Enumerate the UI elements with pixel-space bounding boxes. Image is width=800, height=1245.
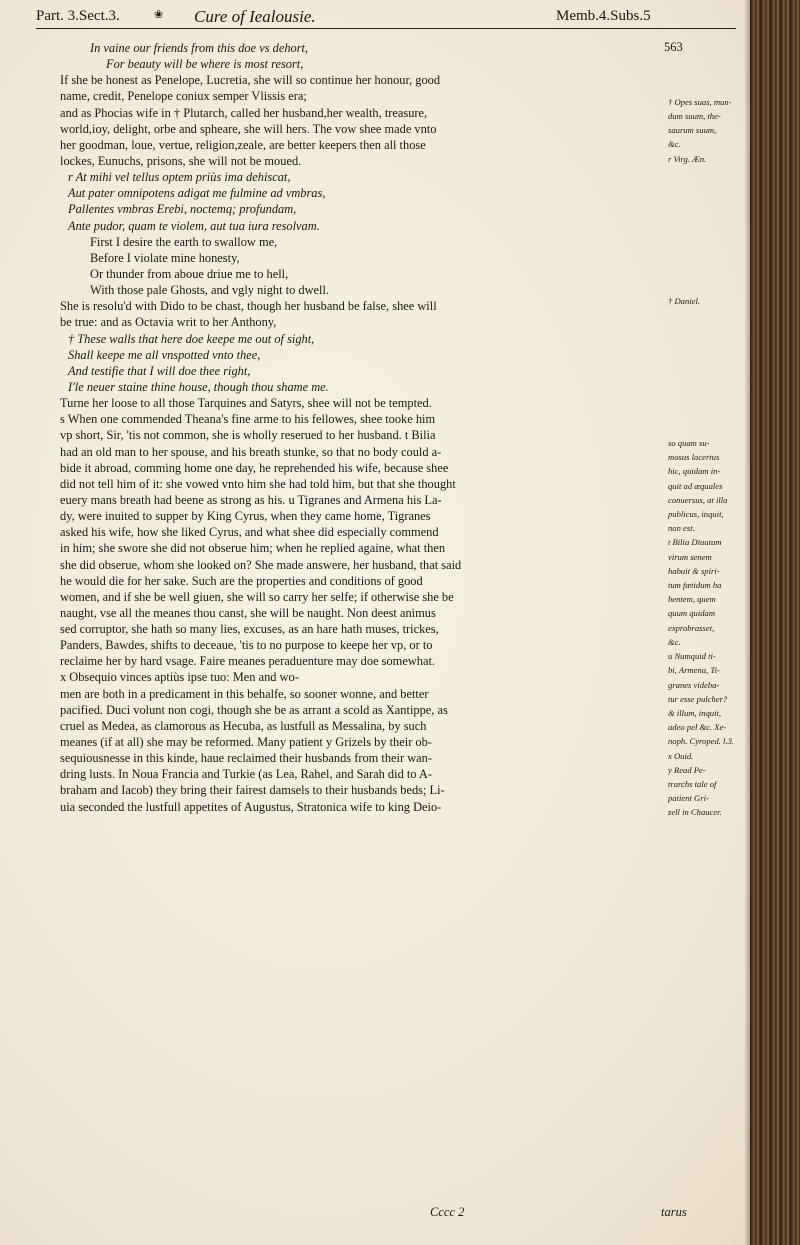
text-line: Before I violate mine honesty, bbox=[90, 250, 240, 265]
text-line: braham and Iacob) they bring their fairest damsels to their husbands beds; Li- bbox=[60, 783, 445, 798]
text-line: men are both in a predicament in this behalfe, so sooner wonne, and better bbox=[60, 686, 429, 701]
page-gutter-shadow bbox=[744, 0, 750, 1245]
marginal-note: granes videba- bbox=[668, 679, 720, 690]
text-line: dy, were inuited to supper by King Cyrus, when they came home, Tigranes bbox=[60, 509, 431, 524]
marginal-note: habuit & spiri- bbox=[668, 565, 720, 576]
marginal-note: mosus lacertus bbox=[668, 452, 720, 463]
marginal-note: patient Gri- bbox=[668, 793, 709, 804]
text-line: Aut pater omnipotens adigat me fulmine ad vmbras, bbox=[68, 186, 326, 201]
catchword: tarus bbox=[661, 1205, 687, 1219]
text-line: In vaine our friends from this doe vs dehort, bbox=[90, 41, 309, 55]
header-title: Cure of Iealousie. bbox=[194, 7, 316, 26]
text-line: cruel as Medea, as clamorous as Hecuba, as lustfull as Messalina, by such bbox=[60, 718, 427, 733]
marginal-note: bi, Armena, Ti- bbox=[668, 665, 720, 676]
text-line: sed corruptor, she hath so many lies, excuses, as an hare hath muses, trickes, bbox=[60, 622, 439, 637]
text-line: bide it abroad, comming home one day, he reprehended his wife, because shee bbox=[60, 460, 449, 475]
marginal-note: adeo pel &c. Xe- bbox=[668, 722, 727, 733]
header-rule bbox=[36, 28, 736, 29]
marginal-note: &c. bbox=[668, 636, 681, 647]
marginal-note: tur esse pulcher? bbox=[668, 693, 728, 704]
marginal-note: u Numquid ti- bbox=[668, 651, 716, 662]
text-line: name, credit, Penelope coniux semper Vlissis era; bbox=[60, 89, 307, 104]
text-line: x Obsequio vinces aptiùs ipse tuo: Men and wo- bbox=[60, 670, 299, 685]
marginal-note: non est. bbox=[668, 523, 695, 534]
marginal-note: so quam su- bbox=[668, 437, 710, 448]
text-line: pacified. Duci volunt non cogi, though she be as arrant a scold as Xantippe, as bbox=[60, 702, 448, 717]
text-line: With those pale Ghosts, and vgly night to dwell. bbox=[90, 283, 330, 298]
marginal-note: exprobrasset, bbox=[668, 622, 715, 633]
text-line: be true: and as Octavia writ to her Anthony, bbox=[60, 315, 277, 330]
marginal-note: quum quidam bbox=[668, 608, 716, 619]
signature-mark: Cccc 2 bbox=[430, 1205, 465, 1219]
text-line: r At mihi vel tellus optem priùs ima dehiscat, bbox=[68, 170, 291, 185]
marginal-note: bentem, quem bbox=[668, 594, 716, 605]
text-line: in him; she swore she did not obserue him; when he replied againe, what then bbox=[60, 541, 446, 556]
text-line: she did obserue, whom she looked on? She made answere, her husband, that said bbox=[60, 557, 462, 572]
text-line: vp short, Sir, 'tis not common, she is wholly reserued to her husband. t Bilia bbox=[60, 428, 436, 443]
text-line: She is resolu'd with Dido to be chast, though her husband be false, shee will bbox=[60, 299, 437, 314]
marginal-note: noph. Cyroped. l.3. bbox=[668, 736, 734, 747]
marginal-note: x Ouid. bbox=[668, 750, 694, 761]
text-line: uia seconded the lustfull appetites of Augustus, Stratonica wife to king Deio- bbox=[60, 799, 442, 814]
marginal-note: &c. bbox=[668, 139, 681, 150]
text-line: euery mans breath had beene as strong as his. u Tigranes and Armena his La- bbox=[60, 492, 442, 507]
text-line: lockes, Eunuchs, prisons, she will not be moued. bbox=[60, 153, 302, 168]
text-line: had an old man to her spouse, and his breath stunke, so that no body could a- bbox=[60, 444, 442, 459]
page-number: 563 bbox=[664, 40, 683, 54]
marginal-note: publicus, inquit, bbox=[668, 508, 724, 519]
marginal-note: † Opes suas, mun- bbox=[668, 96, 732, 107]
text-line: Panders, Bawdes, shifts to deceaue, 'tis to no purpose to keepe her vp, or to bbox=[60, 638, 433, 653]
marginal-note: hic, quidam in- bbox=[668, 466, 721, 477]
marginal-note: conuersus, at illa bbox=[668, 494, 728, 505]
marginal-note: r Virg. Æn. bbox=[668, 153, 707, 164]
text-line: † These walls that here doe keepe me out of sight, bbox=[68, 331, 315, 346]
header-part: Part. 3.Sect.3. bbox=[36, 8, 120, 24]
marginal-note: dum suum, the- bbox=[668, 111, 721, 122]
header-section: Memb.4.Subs.5 bbox=[556, 8, 651, 24]
marginal-note: virum senem bbox=[668, 551, 712, 562]
text-line: Shall keepe me all vnspotted vnto thee, bbox=[68, 347, 261, 362]
body-text bbox=[60, 40, 665, 815]
text-line: her goodman, loue, vertue, religion,zeale, are better keepers then all those bbox=[60, 137, 426, 152]
text-line: dring lusts. In Noua Francia and Turkie (as Lea, Rahel, and Sarah did to A- bbox=[60, 767, 432, 782]
text-line: asked his wife, how she liked Cyrus, and what shee did especially commend bbox=[60, 525, 439, 540]
text-line: Or thunder from aboue driue me to hell, bbox=[90, 266, 289, 281]
text-line: reclaime her by hard vsage. Faire meanes peraduenture may doe somewhat. bbox=[60, 654, 436, 669]
text-line: sequiousnesse in this kinde, haue reclaimed their husbands from their wan- bbox=[60, 751, 432, 766]
text-line: meanes (if at all) she may be reformed. Many patient y Grizels by their ob- bbox=[60, 735, 432, 750]
marginal-note: quit ad æquales bbox=[668, 480, 723, 491]
marginal-note: y Read Pe- bbox=[668, 764, 706, 775]
marginal-note: t Bilia Diuutum bbox=[668, 537, 722, 548]
book-binding bbox=[750, 0, 800, 1245]
text-line: First I desire the earth to swallow me, bbox=[90, 234, 278, 249]
text-line: world,ioy, delight, orbe and spheare, she will hers. The vow shee made vnto bbox=[60, 121, 437, 136]
marginal-note: & illum, inquit, bbox=[668, 707, 721, 718]
text-line: naught, vse all the meanes thou canst, she will be naught. Non deest animus bbox=[60, 605, 436, 620]
text-line: he would die for her sake. Such are the properties and conditions of good bbox=[60, 573, 423, 588]
text-line: s When one commended Theana's fine arme to his fellowes, shee tooke him bbox=[60, 412, 436, 427]
text-line: And testifie that I will doe thee right, bbox=[68, 363, 251, 378]
text-line: Ante pudor, quam te violem, aut tua iura resolvam. bbox=[68, 218, 320, 233]
marginal-note: trarchs tale of bbox=[668, 779, 717, 790]
text-line: If she be honest as Penelope, Lucretia, she will so continue her honour, good bbox=[60, 73, 441, 88]
text-line: did not tell him of it: she vowed vnto him she had told him, but that she thought bbox=[60, 476, 456, 491]
marginal-note: † Daniel. bbox=[668, 295, 700, 306]
running-header bbox=[36, 6, 736, 28]
text-line: For beauty will be where is most resort, bbox=[106, 57, 304, 72]
marginal-note: saurum suum, bbox=[668, 125, 717, 136]
marginal-note: zell in Chaucer. bbox=[668, 807, 722, 818]
text-line: women, and if she be well giuen, she will so carry her selfe; if otherwise she be bbox=[60, 589, 454, 604]
text-line: Turne her loose to all those Tarquines and Satyrs, shee will not be tempted. bbox=[60, 396, 432, 411]
marginal-note: tum fætidum ha bbox=[668, 580, 722, 591]
header-ornament: ❀ bbox=[154, 9, 164, 21]
text-line: and as Phocias wife in † Plutarch, called her husband,her wealth, treasure, bbox=[60, 105, 428, 120]
text-line: I'le neuer staine thine house, though thou shame me. bbox=[68, 379, 329, 394]
text-line: Pallentes vmbras Erebi, noctemq; profundam, bbox=[68, 202, 297, 217]
